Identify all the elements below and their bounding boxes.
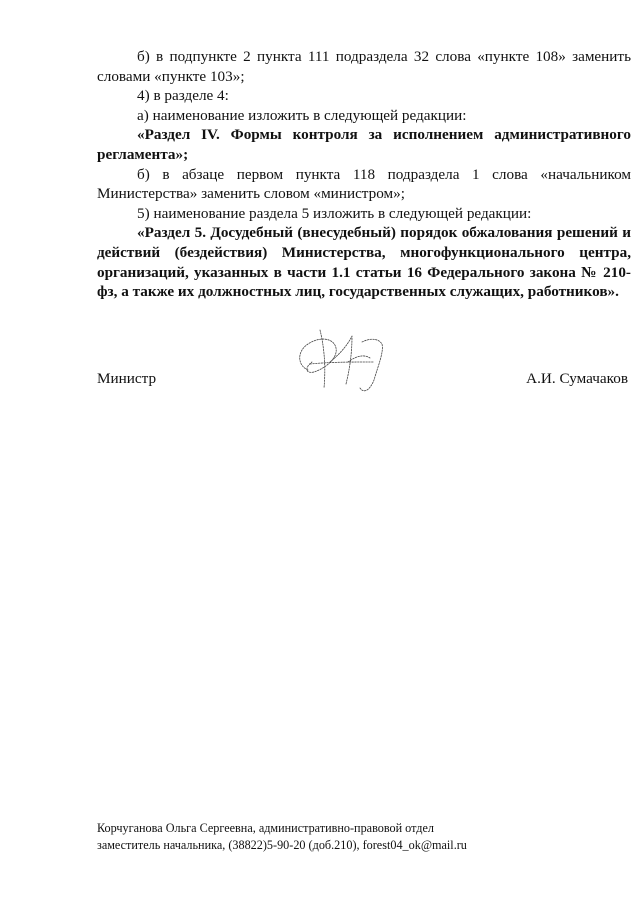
signer-name: А.И. Сумачаков [526, 370, 628, 387]
paragraph-bold: «Раздел 5. Досудебный (внесудебный) порядок обжалования решений и действий (бездействия) Министерства, многофункционального центра, организаций, указанных в части 1.1 статьи 16 Федерального закона № 210-фз, а также их должностных лиц, государственных служащих, работников». [97, 224, 631, 301]
signer-position: Министр [97, 370, 157, 387]
paragraph: а) наименование изложить в следующей редакции: [137, 106, 467, 124]
handwritten-signature [290, 322, 410, 402]
footer-contact-line: заместитель начальника, (38822)5-90-20 (доб.210), forest04_ok@mail.ru [97, 838, 467, 852]
footer-contact-line: Корчуганова Ольга Сергеевна, административно-правовой отдел [97, 821, 434, 835]
paragraph: 5) наименование раздела 5 изложить в следующей редакции: [137, 204, 532, 222]
paragraph-bold: «Раздел IV. Формы контроля за исполнением административного регламента»; [97, 126, 631, 163]
paragraph: б) в подпункте 2 пункта 111 подраздела 32 слова «пункте 108» заменить словами «пункте 103»; [97, 48, 631, 85]
paragraph: 4) в разделе 4: [137, 87, 229, 105]
document-body [97, 47, 631, 302]
document-footer [97, 820, 597, 854]
paragraph: б) в абзаце первом пункта 118 подраздела 1 слова «начальником Министерства» заменить словом «министром»; [97, 165, 631, 203]
